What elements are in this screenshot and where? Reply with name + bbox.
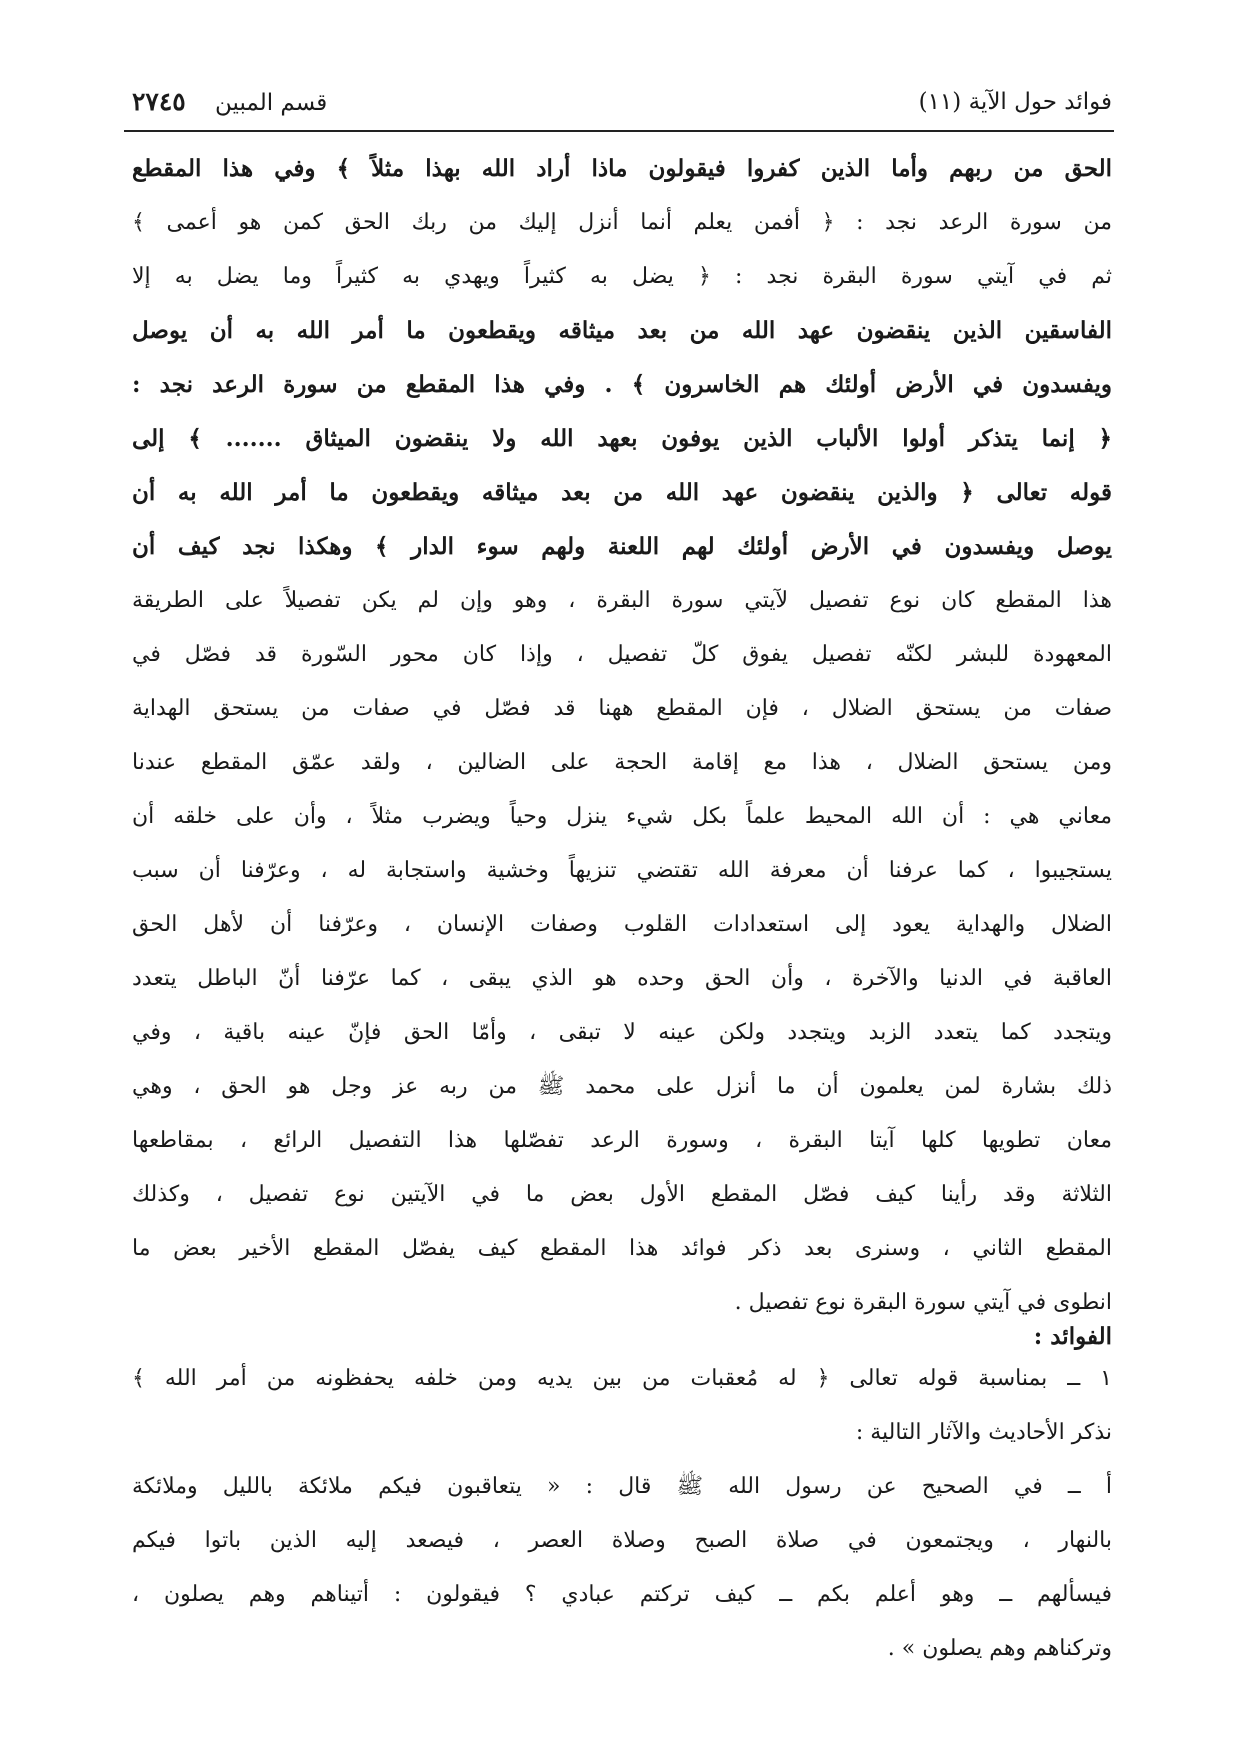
text-line: ثم في آيتي سورة البقرة نجد : ﴿ يضل به كثيراً ويهدي به كثيراً وما يضل به إلا <box>132 264 1112 289</box>
header-book-info <box>132 84 327 121</box>
text-line: معان تطويها كلها آيتا البقرة ، وسورة الرعد تفصّلها هذا التفصيل الرائع ، بمقاطعها <box>132 1128 1112 1153</box>
header-rule <box>124 130 1114 132</box>
text-line: المقطع الثاني ، وسنرى بعد ذكر فوائد هذا المقطع كيف يفصّل المقطع الأخير بعض ما <box>132 1236 1112 1261</box>
text-line: معاني هي : أن الله المحيط علماً بكل شيء ينزل وحياً ويضرب مثلاً ، وأن على خلقه أن <box>132 804 1112 829</box>
text-line: هذا المقطع كان نوع تفصيل لآيتي سورة البقرة ، وهو وإن لم يكن تفصيلاً على الطريقة <box>132 588 1112 613</box>
text-line: يوصل ويفسدون في الأرض أولئك لهم اللعنة ولهم سوء الدار ﴾ وهكذا نجد كيف أن <box>132 533 1112 560</box>
text-line: المعهودة للبشر لكنّه تفصيل يفوق كلّ تفصيل ، وإذا كان محور السّورة قد فصّل في <box>132 642 1112 667</box>
book-title: قسم المبين <box>215 90 328 116</box>
text-line: ومن يستحق الضلال ، هذا مع إقامة الحجة على الضالين ، ولقد عمّق المقطع عندنا <box>132 750 1112 775</box>
point-line: أ ــ في الصحيح عن رسول الله ﷺ قال : « يتعاقبون فيكم ملائكة بالليل وملائكة <box>132 1474 1112 1499</box>
text-line: ذلك بشارة لمن يعلمون أن ما أنزل على محمد ﷺ من ربه عز وجل هو الحق ، وهي <box>132 1074 1112 1099</box>
text-line: الفاسقين الذين ينقضون عهد الله من بعد ميثاقه ويقطعون ما أمر الله به أن يوصل <box>132 317 1112 344</box>
point-line: بالنهار ، ويجتمعون في صلاة الصبح وصلاة العصر ، فيصعد إليه الذين باتوا فيكم <box>132 1528 1112 1553</box>
text-line: يستجيبوا ، كما عرفنا أن معرفة الله تقتضي تنزيهاً وخشية واستجابة له ، وعرّفنا أن سبب <box>132 858 1112 883</box>
text-line: الحق من ربهم وأما الذين كفروا فيقولون ماذا أراد الله بهذا مثلاً ﴾ وفي هذا المقطع <box>132 155 1112 182</box>
body-paragraph <box>132 142 1112 1330</box>
text-line: قوله تعالى ﴿ والذين ينقضون عهد الله من بعد ميثاقه ويقطعون ما أمر الله به أن <box>132 479 1112 506</box>
text-line: ﴿ إنما يتذكر أولوا الألباب الذين يوفون بعهد الله ولا ينقضون الميثاق ....... ﴾ إلى <box>132 425 1112 452</box>
page-number: ٢٧٤٥ <box>132 87 186 116</box>
text-line: الضلال والهداية يعود إلى استعدادات القلوب وصفات الإنسان ، وعرّفنا أن لأهل الحق <box>132 912 1112 937</box>
page-body <box>132 142 1112 1676</box>
point-line: ١ ــ بمناسبة قوله تعالى ﴿ له مُعقبات من بين يديه ومن خلفه يحفظونه من أمر الله ﴾ <box>132 1366 1112 1391</box>
text-line: ويتجدد كما يتعدد الزبد ويتجدد ولكن عينه لا تبقى ، وأمّا الحق فإنّ عينه باقية ، وفي <box>132 1020 1112 1045</box>
text-line: العاقبة في الدنيا والآخرة ، وأن الحق وحده هو الذي يبقى ، كما عرّفنا أنّ الباطل يتعدد <box>132 966 1112 991</box>
point-line: فيسألهم ــ وهو أعلم بكم ــ كيف تركتم عبادي ؟ فيقولون : أتيناهم وهم يصلون ، <box>132 1582 1112 1607</box>
running-title: فوائد حول الآية (١١) <box>918 89 1112 115</box>
point-line: وتركناهم وهم يصلون » . <box>887 1636 1112 1661</box>
text-line: الثلاثة وقد رأينا كيف فصّل المقطع الأول بعض ما في الآيتين نوع تفصيل ، وكذلك <box>132 1182 1112 1207</box>
text-line: ويفسدون في الأرض أولئك هم الخاسرون ﴾ . وفي هذا المقطع من سورة الرعد نجد : <box>132 371 1112 398</box>
text-line: من سورة الرعد نجد : ﴿ أفمن يعلم أنما أنزل إليك من ربك الحق كمن هو أعمى ﴾ <box>132 210 1112 235</box>
text-line: انطوى في آيتي سورة البقرة نوع تفصيل . <box>734 1290 1112 1315</box>
points-list <box>132 1352 1112 1676</box>
text-line: صفات من يستحق الضلال ، فإن المقطع ههنا قد فصّل في صفات من يستحق الهداية <box>132 696 1112 721</box>
point-line: نذكر الأحاديث والآثار التالية : <box>855 1420 1112 1445</box>
section-heading: الفوائد : <box>1033 1323 1112 1350</box>
page-header <box>132 84 1112 124</box>
